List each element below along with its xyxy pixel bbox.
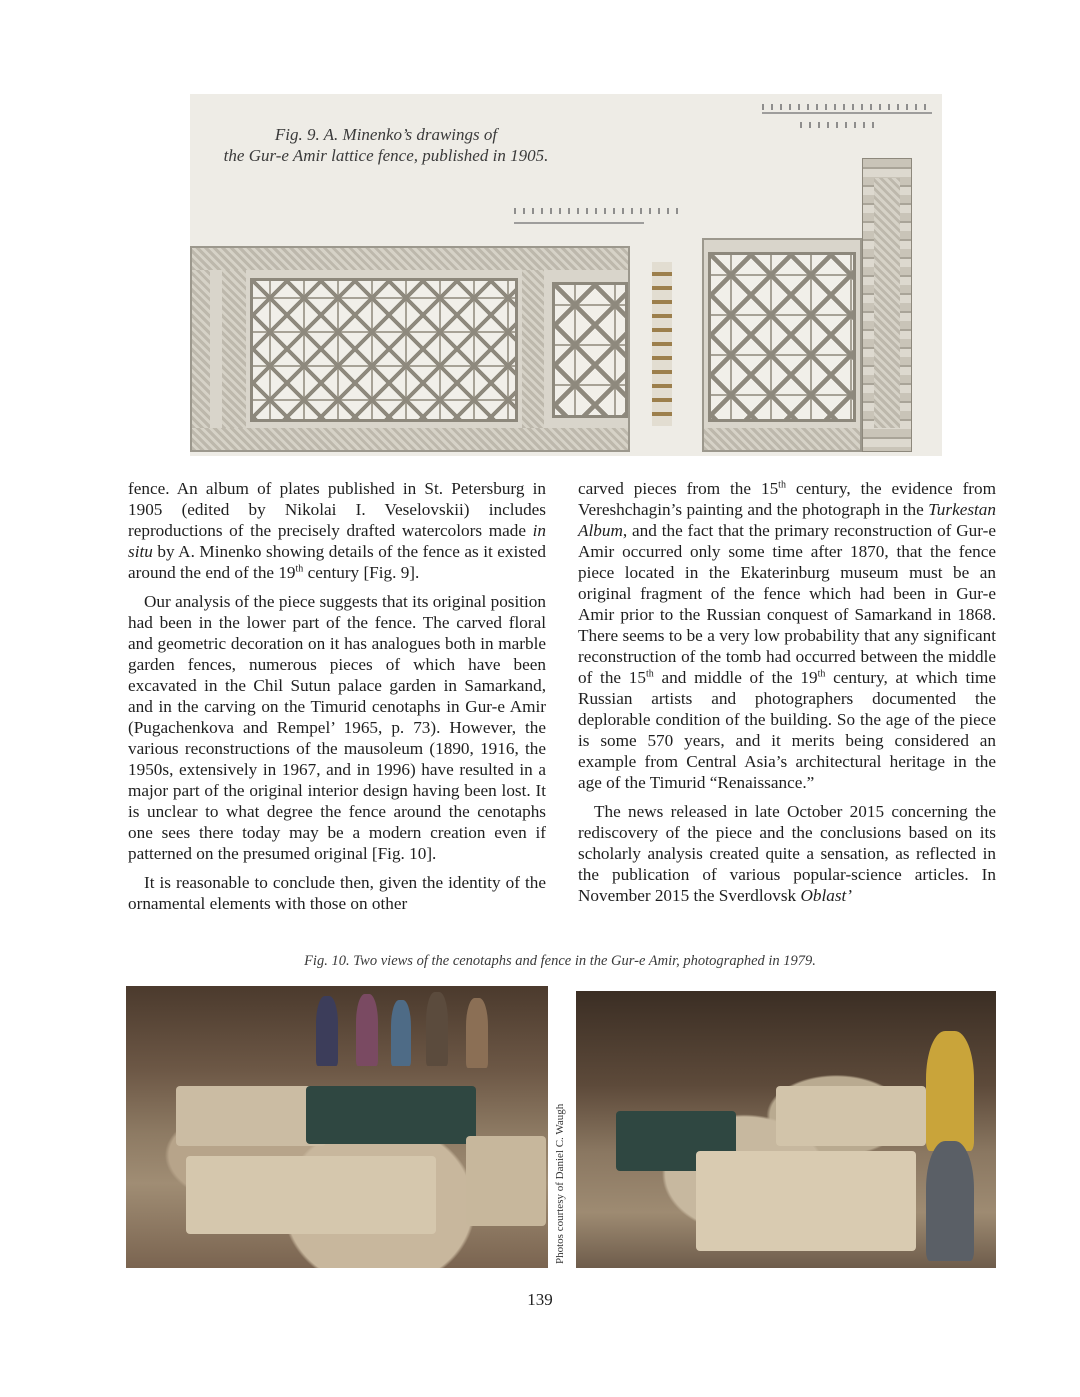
fence-panel-left	[190, 246, 630, 452]
paragraph: It is reasonable to conclude then, given the identity of the ornamental elements with those on other	[128, 873, 546, 913]
superscript: th	[817, 668, 826, 680]
scale-line	[514, 222, 644, 224]
lattice-screen	[708, 252, 856, 422]
ornamental-border	[704, 428, 860, 450]
superscript: th	[646, 668, 654, 680]
italic-text: in situ	[128, 521, 546, 561]
scale-bar	[762, 104, 932, 110]
text-run: century, at which time Russian artists and photographers documented the deplorable condition of the building. So the age of the piece is some 570 years, and it merits being considered an example from Central Asia’s architectural heritage in the age of the Timurid “Renaissance.”	[578, 668, 996, 792]
lattice-screen	[250, 278, 518, 422]
text-run: , and the fact that the primary reconstruction of Gur-e Amir occurred only some time after 1870, that the fence piece located in the Ekaterinburg museum must be an original fragment of the fence which had been in Gur-e Amir prior to the Russian conquest of Samarkand in 1868. There seems to be a very low probability that any significant reconstruction of the tomb had occurred between the middle of the 15	[578, 521, 996, 687]
cenotaphs-photo-right	[576, 991, 996, 1268]
paragraph	[578, 801, 996, 906]
photo-credit	[552, 1088, 568, 1264]
italic-text: Turkestan Album	[578, 500, 996, 540]
ornamental-border	[522, 270, 544, 428]
fence-panel-right	[702, 238, 862, 452]
scale-bar	[514, 208, 684, 214]
paragraph	[578, 478, 996, 793]
figure-9-caption-line-1: Fig. 9. A. Minenko’s drawings of	[274, 125, 498, 144]
left-column	[128, 478, 546, 922]
paragraph	[128, 478, 546, 583]
right-column	[578, 478, 996, 914]
photo-credit-text: Photos courtesy of Daniel C. Waugh	[554, 1103, 566, 1264]
superscript: th	[295, 563, 304, 575]
scale-line	[762, 112, 932, 114]
superscript: th	[778, 479, 786, 491]
figure-10-caption: Fig. 10. Two views of the cenotaphs and fence in the Gur-e Amir, photographed in 1979.	[304, 953, 816, 969]
baluster-spindle	[652, 262, 672, 426]
lattice-screen	[552, 282, 628, 418]
figure-9-caption-line-2: the Gur-e Amir lattice fence, published in 1905.	[223, 146, 549, 165]
ornamental-border	[192, 248, 628, 270]
italic-text: Oblast’	[800, 886, 853, 905]
text-run: by A. Minenko showing details of the fence as it existed around the end of the 19	[128, 542, 546, 582]
text-run: century, the evidence from Vereshchagin’s painting and the photograph in the	[578, 479, 996, 519]
ornamental-border	[192, 428, 628, 450]
page-number: 139	[527, 1290, 553, 1309]
scale-bar	[800, 122, 880, 128]
text-run: fence. An album of plates published in St. Petersburg in 1905 (edited by Nikolai I. Veselovskii) includes reproductions of the precisely drafted watercolors made	[128, 479, 546, 540]
cenotaphs-photo-left	[126, 986, 548, 1268]
text-run: carved pieces from the 15	[578, 479, 779, 498]
paragraph: Our analysis of the piece suggests that its original position had been in the lower part of the fence. The carved floral and geometric decoration on it has analogues both in marble garden fences, numerous pieces of which have been excavated in the Chil Sutun palace garden in Samarkand, and in the carving on the Timurid cenotaphs in Gur-e Amir (Pugachenkova and Rempel’ 1965, p. 73). However, the various reconstructions of the mausoleum (1890, 1916, the 1950s, extensively in 1967, and in 1996) have resulted in a major part of the original interior design having been lost. It is unclear to what degree the fence around the cenotaphs one sees there today may be a modern creation even if patterned on the presumed original [Fig. 10].	[128, 592, 546, 863]
ornamental-border	[874, 178, 900, 428]
ornamental-border	[192, 270, 210, 428]
ornamental-border	[222, 270, 246, 428]
figure-9-caption	[206, 124, 566, 166]
text-run: and middle of the 19	[653, 668, 818, 687]
text-run: The news released in late October 2015 concerning the rediscovery of the piece and the conclusions based on its scholarly analysis created quite a sensation, as reflected in the publication of various popular-science articles. In November 2015 the Sverdlovsk	[578, 802, 996, 905]
text-run: century [Fig. 9].	[303, 563, 420, 582]
